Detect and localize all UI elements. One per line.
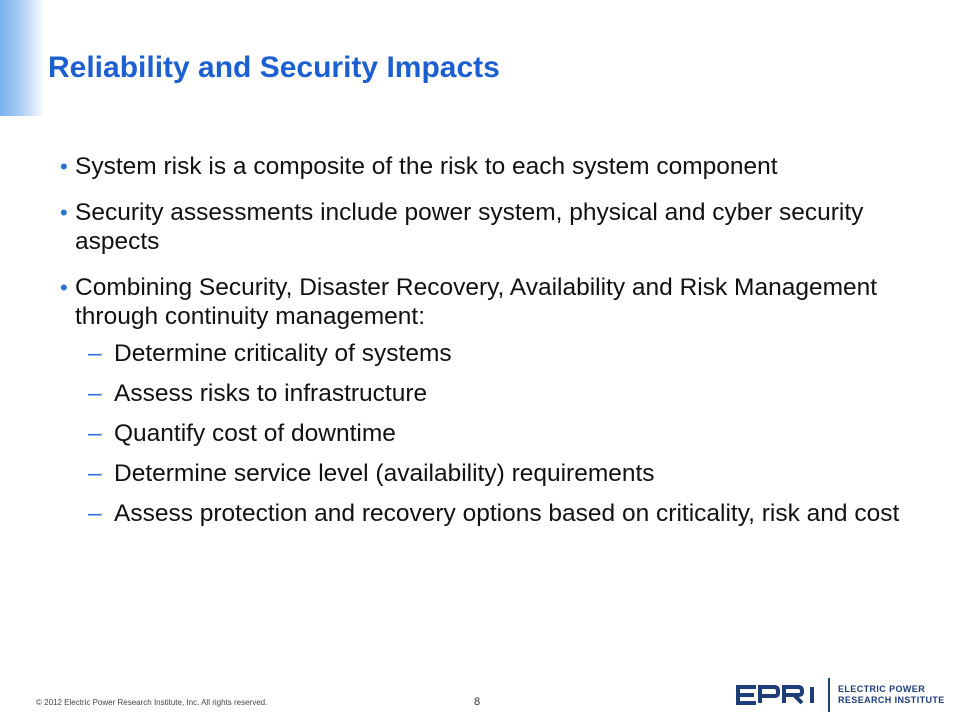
sub-bullet-marker: – [88, 420, 102, 447]
bullet-item [60, 273, 910, 331]
epri-logo-mark-icon [736, 684, 824, 706]
sub-bullet-marker: – [88, 340, 102, 367]
sub-bullet-marker: – [88, 500, 102, 527]
bullet-text: System risk is a composite of the risk to each system component [75, 153, 778, 180]
sub-bullet-text: Assess protection and recovery options based on criticality, risk and cost [114, 500, 900, 527]
sub-bullet-item [88, 379, 910, 408]
page-number: 8 [474, 696, 481, 708]
logo-divider [828, 678, 830, 712]
sub-bullet-text: Quantify cost of downtime [114, 420, 396, 447]
sub-bullet-item [88, 419, 910, 448]
logo-text-line2: RESEARCH INSTITUTE [838, 695, 945, 705]
bullet-marker: • [60, 154, 68, 179]
sub-bullet-item [88, 459, 910, 488]
footer-copyright: © 2012 Electric Power Research Institute, Inc. All rights reserved. [36, 698, 268, 707]
sub-bullet-marker: – [88, 380, 102, 407]
corner-gradient-decoration [0, 0, 44, 116]
sub-bullet-marker: – [88, 460, 102, 487]
bullet-marker: • [60, 275, 68, 300]
bullet-marker: • [60, 200, 68, 225]
sub-bullet-text: Determine service level (availability) requirements [114, 460, 655, 487]
sub-bullet-item [88, 499, 910, 528]
bullet-text: Security assessments include power system, physical and cyber security aspects [75, 199, 864, 255]
bullet-item [60, 198, 910, 256]
sub-bullet-text: Determine criticality of systems [114, 340, 452, 367]
sub-bullet-text: Assess risks to infrastructure [114, 380, 428, 407]
sub-bullet-item [88, 339, 910, 368]
slide-title: Reliability and Security Impacts [48, 51, 500, 84]
logo-text [838, 684, 945, 706]
slide-content [60, 152, 910, 539]
bullet-text: Combining Security, Disaster Recovery, Availability and Risk Management through continuity management: [75, 274, 878, 330]
logo-text-line1: ELECTRIC POWER [838, 684, 926, 694]
epri-logo [736, 677, 945, 713]
bullet-item [60, 152, 910, 181]
